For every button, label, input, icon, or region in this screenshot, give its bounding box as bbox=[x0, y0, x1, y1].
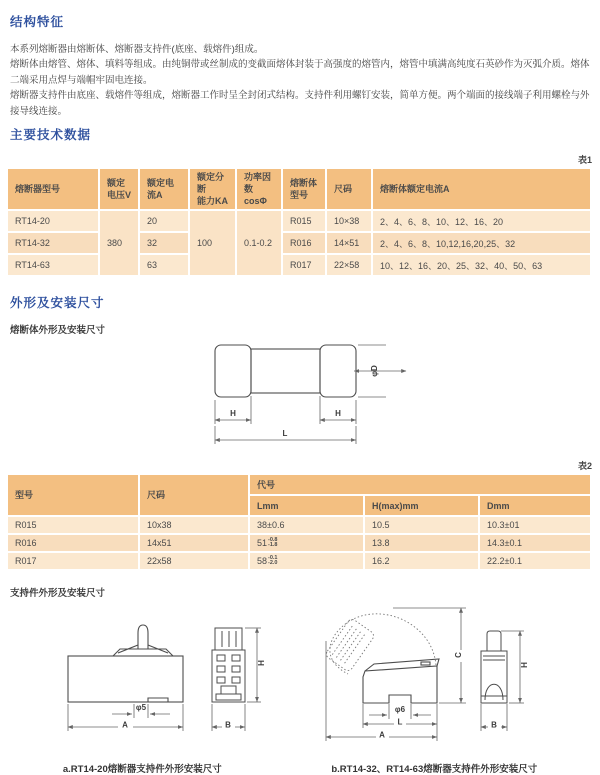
support-b-dim-label-c: C bbox=[454, 652, 463, 659]
table1-header-size: 尺码 bbox=[327, 169, 373, 211]
fuse-dim-label-h-right: H bbox=[335, 409, 341, 419]
table1-cell-current: 63 bbox=[140, 255, 190, 277]
fuse-dim-label-l: L bbox=[282, 429, 288, 439]
table1-cell-size: 10×38 bbox=[327, 211, 373, 233]
table-row bbox=[8, 233, 592, 255]
table2-cell-size: 22x58 bbox=[140, 553, 250, 571]
table1-header-model: 熔断器型号 bbox=[8, 169, 100, 211]
table2-cell-d: 14.3±0.1 bbox=[480, 535, 592, 553]
table1-header-body: 熔断体 型号 bbox=[283, 169, 327, 211]
support-b-side-view bbox=[481, 631, 507, 703]
support-a-front-view bbox=[68, 625, 183, 702]
support-b-dim-label-l: L bbox=[397, 717, 403, 727]
fuse-dimension-lines bbox=[215, 345, 406, 444]
table1-cell-breaking: 100 bbox=[190, 211, 237, 277]
table2-header-h: H(max)mm bbox=[365, 496, 480, 517]
tech-data-section-title: 主要技术数据 bbox=[10, 127, 92, 142]
table2-header-l: Lmm bbox=[250, 496, 365, 517]
fuse-right-cap bbox=[320, 345, 356, 397]
table1-cell-model: RT14-63 bbox=[8, 255, 100, 277]
table1-cell-body: R015 bbox=[283, 211, 327, 233]
table1-header-ratings: 熔断体额定电流A bbox=[373, 169, 592, 211]
technical-data-table bbox=[8, 169, 592, 277]
structure-paragraph-3: 熔断器支持件由底座、载熔件等组成，熔断器工作时呈全封闭式结构。支持件利用螺钉安装，简单方便。两个端面的接线端子利用螺栓与外接导线连接。 bbox=[10, 90, 590, 117]
table1-header-current: 额定电流A bbox=[140, 169, 190, 211]
table1-cell-model: RT14-20 bbox=[8, 211, 100, 233]
table2-cell-model: R016 bbox=[8, 535, 140, 553]
support-a-dim-label-a: A bbox=[122, 720, 128, 730]
table1-cell-ratings: 10、12、16、20、25、32、40、50、63 bbox=[373, 255, 592, 277]
structure-paragraph-1: 本系列熔断器由熔断体、熔断器支持件(底座、载熔件)组成。 bbox=[10, 44, 264, 55]
table2-header-size: 尺码 bbox=[140, 475, 250, 517]
support-b-dim-label-a: A bbox=[379, 730, 385, 740]
table2-header-row-1 bbox=[8, 475, 592, 496]
table1-cell-ratings: 2、4、6、8、10,12,16,20,25、32 bbox=[373, 233, 592, 255]
table1-cell-cos: 0.1-0.2 bbox=[237, 211, 283, 277]
fuse-dim-label-d: φD bbox=[370, 365, 379, 378]
table2-cell-h: 13.8 bbox=[365, 535, 480, 553]
table1-cell-current: 32 bbox=[140, 233, 190, 255]
support-b-dim-label-h: H bbox=[520, 662, 529, 669]
table2-label: 表2 bbox=[577, 461, 592, 472]
support-a-dim-label-b: B bbox=[225, 720, 231, 730]
table1-cell-body: R017 bbox=[283, 255, 327, 277]
table2-cell-l: 38±0.6 bbox=[250, 517, 365, 535]
fuse-drawing-svg bbox=[8, 340, 592, 452]
table2-cell-model: R017 bbox=[8, 553, 140, 571]
support-dimensions-subtitle: 支持件外形及安装尺寸 bbox=[10, 588, 106, 600]
support-a-caption: a.RT14-20熔断器支持件外形安装尺寸 bbox=[62, 764, 222, 775]
table2-cell-model: R015 bbox=[8, 517, 140, 535]
table1-cell-current: 20 bbox=[140, 211, 190, 233]
table-row bbox=[8, 535, 592, 553]
support-drawings-svg bbox=[8, 603, 592, 749]
support-b-dim-label-dia: φ6 bbox=[394, 705, 406, 715]
structure-section-title: 结构特征 bbox=[10, 15, 65, 29]
table-row bbox=[8, 517, 592, 535]
structure-paragraph-2: 熔断体由熔管、熔体、填料等组成。由纯铜带或丝制成的变截面熔体封装于高强度的熔管内，熔管中填满高纯度石英砂作为灭弧介质。熔体二端采用点焊与端帽牢固电连接。 bbox=[10, 59, 590, 86]
table2-header-model: 型号 bbox=[8, 475, 140, 517]
table-row bbox=[8, 211, 592, 233]
table1-header-row bbox=[8, 169, 592, 211]
support-a-side-view bbox=[212, 628, 245, 702]
support-b-dim-label-b: B bbox=[491, 720, 497, 730]
table2-cell-l: 58 -0.1 -2.0 bbox=[250, 553, 365, 571]
fuse-outline bbox=[215, 345, 356, 397]
fuse-ceramic-body bbox=[251, 349, 320, 393]
fuse-body-drawing bbox=[8, 340, 592, 457]
table2-cell-d: 22.2±0.1 bbox=[480, 553, 592, 571]
fuse-dim-label-h-left: H bbox=[230, 409, 236, 419]
support-b-caption: b.RT14-32、RT14-63熔断器支持件外形安装尺寸 bbox=[331, 764, 538, 775]
table1-cell-size: 14×51 bbox=[327, 233, 373, 255]
table2-cell-l: 51 -0.8 -1.8 bbox=[250, 535, 365, 553]
table2-cell-d: 10.3±01 bbox=[480, 517, 592, 535]
table2-cell-size: 14x51 bbox=[140, 535, 250, 553]
support-a-dim-label-h: H bbox=[257, 660, 266, 667]
table1-cell-model: RT14-32 bbox=[8, 233, 100, 255]
fuse-left-cap bbox=[215, 345, 251, 397]
table1-header-cos: 功率因数 cosΦ bbox=[237, 169, 283, 211]
structure-paragraphs bbox=[10, 42, 592, 119]
outline-section-title: 外形及安装尺寸 bbox=[10, 296, 105, 311]
table2-cell-h: 10.5 bbox=[365, 517, 480, 535]
table1-label: 表1 bbox=[577, 154, 592, 165]
table1-cell-size: 22×58 bbox=[327, 255, 373, 277]
table1-cell-voltage: 380 bbox=[100, 211, 140, 277]
support-b-open-cover-dashed bbox=[325, 614, 436, 674]
table1-cell-body: R016 bbox=[283, 233, 327, 255]
table1-cell-ratings: 2、4、6、8、10、12、16、20 bbox=[373, 211, 592, 233]
table2-header-code: 代号 bbox=[250, 475, 592, 496]
support-b-front-view bbox=[363, 659, 439, 703]
support-a-dim-label-dia: φ5 bbox=[135, 703, 147, 713]
table2-header-d: Dmm bbox=[480, 496, 592, 517]
table1-header-breaking: 额定分断 能力KA bbox=[190, 169, 237, 211]
table-row bbox=[8, 553, 592, 571]
dimensions-table bbox=[8, 475, 592, 571]
table-row bbox=[8, 255, 592, 277]
drawing-captions bbox=[8, 761, 592, 775]
support-drawings bbox=[8, 603, 592, 754]
table2-cell-h: 16.2 bbox=[365, 553, 480, 571]
fuse-body-dimensions-subtitle: 熔断体外形及安装尺寸 bbox=[10, 325, 106, 337]
table2-cell-size: 10x38 bbox=[140, 517, 250, 535]
table1-header-voltage: 额定 电压V bbox=[100, 169, 140, 211]
